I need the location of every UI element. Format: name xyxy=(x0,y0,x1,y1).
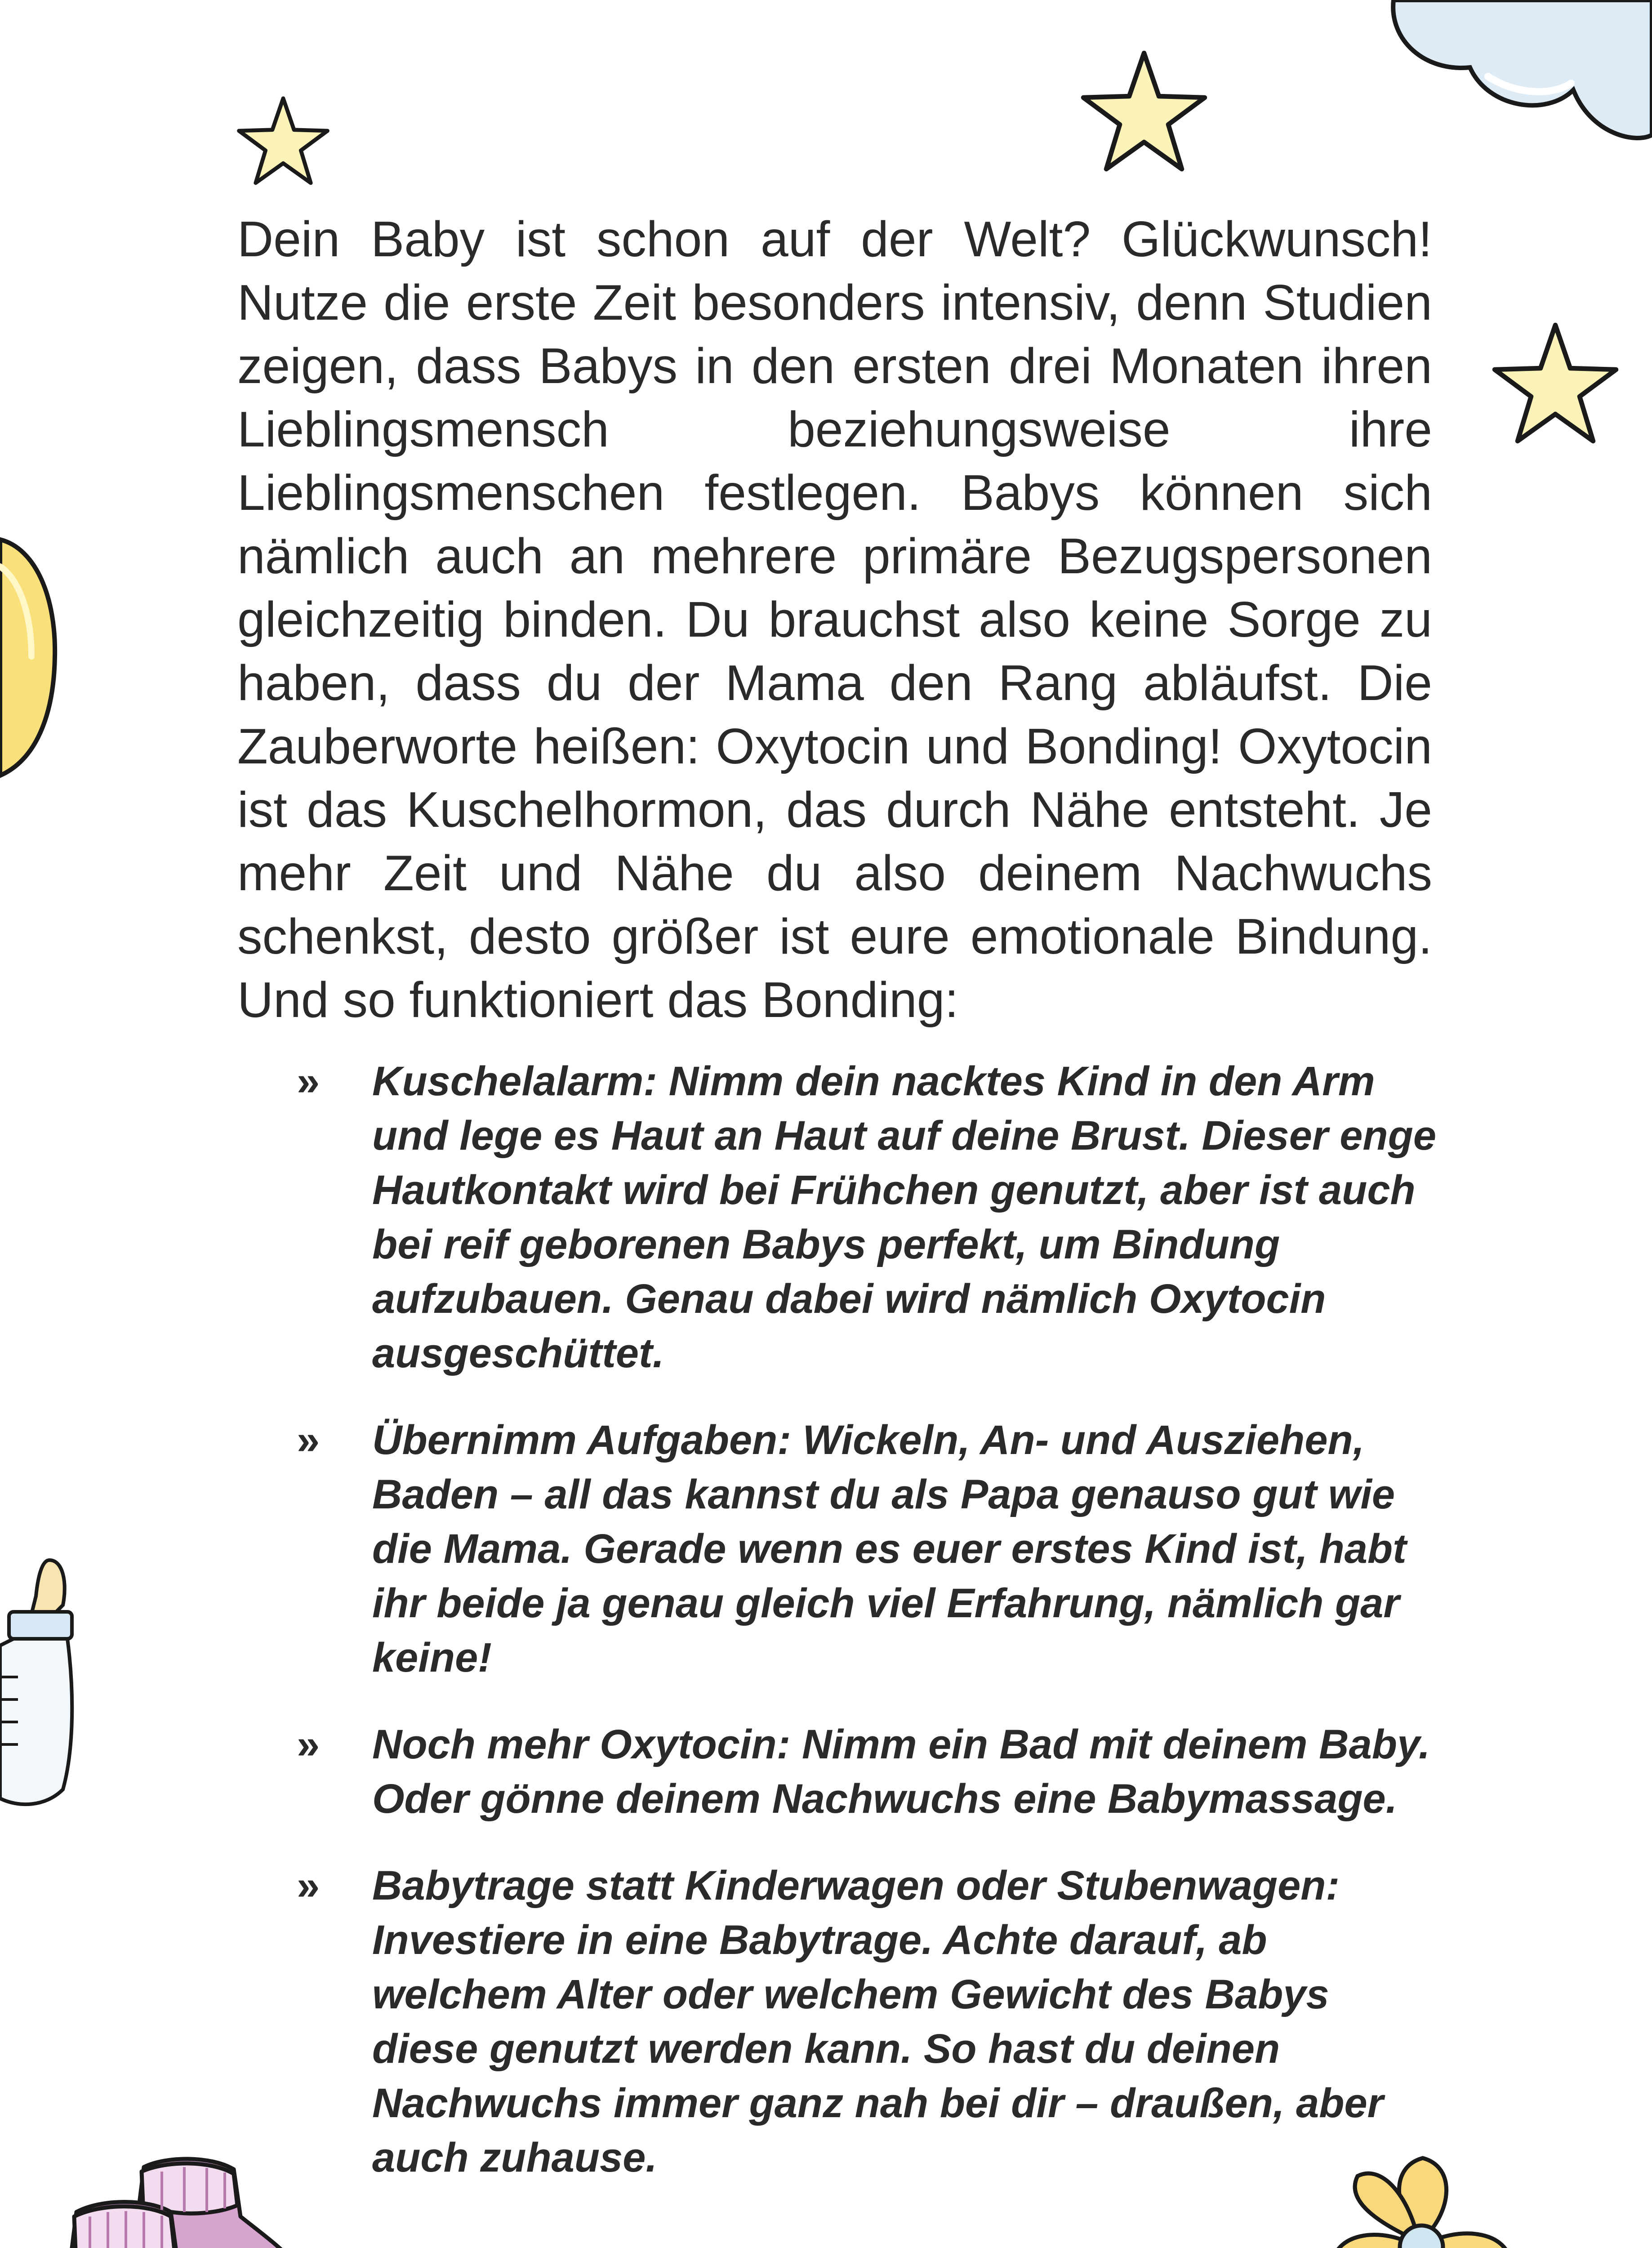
bullet-marker: » xyxy=(297,1722,320,1767)
bullet-marker: » xyxy=(297,1417,320,1463)
tip-text: Kuschelalarm: Nimm dein nacktes Kind in den Arm und lege es Haut an Haut auf deine Brust. Dieser enge Hautkontakt wird bei Frühchen genutzt, aber ist auch bei reif geborenen Babys perfekt, um Bindung aufzubauen. Genau dabei wird nämlich Oxytocin ausgeschüttet. xyxy=(372,1058,1436,1376)
list-item xyxy=(297,1413,1438,1685)
moon-icon xyxy=(0,531,58,782)
tips-list xyxy=(297,1054,1438,2185)
intro-paragraph: Dein Baby ist schon auf der Welt? Glückwunsch! Nutze die erste Zeit besonders intensiv, denn Studien zeigen, dass Babys in den ersten drei Monaten ihren Lieblingsmensch beziehungsweise ihre Lieblingsmenschen festlegen. Babys können sich nämlich auch an mehrere primäre Bezugspersonen gleichzeitig binden. Du brauchst also keine Sorge zu haben, dass du der Mama den Rang abläufst. Die Zauberworte heißen: Oxytocin und Bonding! Oxytocin ist das Kuschelhormon, das durch Nähe entsteht. Je mehr Zeit und Nähe du also deinem Nachwuchs schenkst, desto größer ist eure emotionale Bindung. Und so funktioniert das Bonding: xyxy=(237,211,1432,1028)
bullet-marker: » xyxy=(297,1058,320,1104)
star-icon xyxy=(1488,319,1623,450)
tip-text: Noch mehr Oxytocin: Nimm ein Bad mit deinem Baby. Oder gönne deinem Nachwuchs eine Babymassage. xyxy=(372,1722,1430,1822)
list-item xyxy=(297,1859,1438,2185)
baby-bottle-icon xyxy=(0,1556,79,1812)
cloud-icon xyxy=(1385,0,1652,175)
star-icon xyxy=(234,94,333,189)
list-item xyxy=(297,1054,1438,1381)
star-icon xyxy=(1077,47,1211,178)
tip-text: Übernimm Aufgaben: Wickeln, An- und Ausziehen, Baden – all das kannst du als Papa genauso gut wie die Mama. Gerade wenn es euer erstes Kind ist, habt ihr beide ja genau gleich viel Erfahrung, nämlich gar keine! xyxy=(372,1417,1407,1681)
bullet-marker: » xyxy=(297,1863,320,1909)
tip-text: Babytrage statt Kinderwagen oder Stubenwagen: Investiere in eine Babytrage. Achte darauf, ab welchem Alter oder welchem Gewicht des Babys diese genutzt werden kann. So hast du deinen Nachwuchs immer ganz nah bei dir – draußen, aber auch zuhause. xyxy=(372,1863,1384,2181)
baby-booties-icon xyxy=(63,2154,324,2248)
list-item xyxy=(297,1717,1438,1826)
